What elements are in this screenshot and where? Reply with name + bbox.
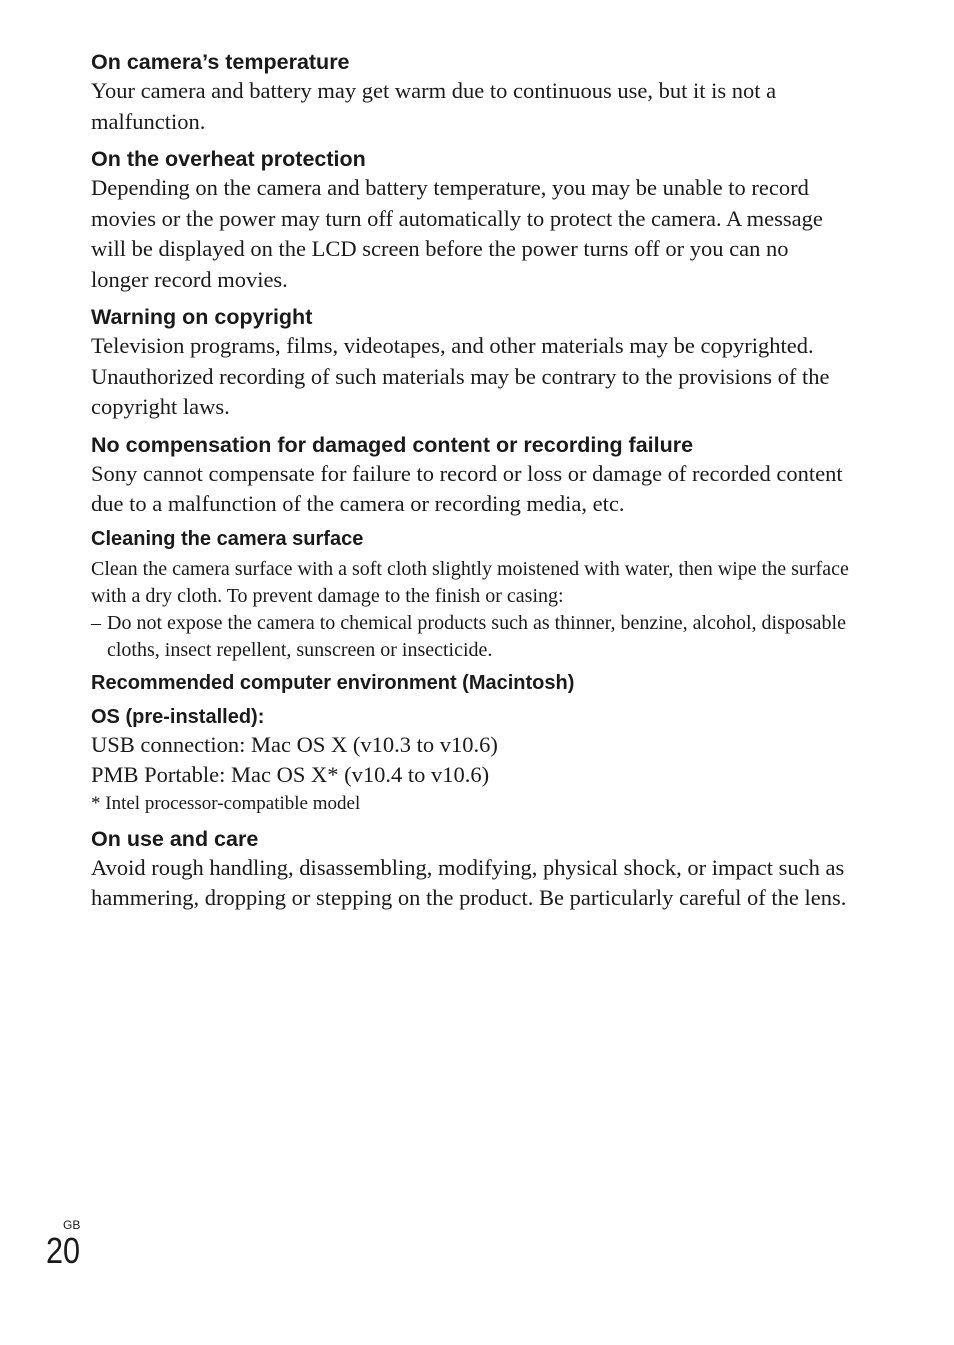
text-cleaning: Clean the camera surface with a soft cloth slightly moistened with water, then wipe the surface with a dry cloth. To prevent damage to the finish or casing: <box>91 557 849 607</box>
heading-overheat-protection: On the overheat protection <box>91 147 366 171</box>
text-usb-connection: USB connection: Mac OS X (v10.3 to v10.6) <box>91 731 498 757</box>
heading-copyright-warning: Warning on copyright <box>91 305 313 329</box>
text-camera-temperature: Your camera and battery may get warm due to continuous use, but it is not a malfunction. <box>91 78 777 134</box>
heading-no-compensation: No compensation for damaged content or recording failure <box>91 432 694 457</box>
list-item-text: Do not expose the camera to chemical products such as thinner, benzine, alcohol, disposable cloths, insect repellent, sunscreen or insecticide. <box>107 611 846 661</box>
text-overheat-protection: Depending on the camera and battery temperature, you may be unable to record movies or the power may turn off automatically to protect the camera. A message will be displayed on the LCD screen before the power turns off or you can no longer record movies. <box>91 175 823 292</box>
text-no-compensation: Sony cannot compensate for failure to record or loss or damage of recorded content due to a malfunction of the camera or recording media, etc. <box>91 460 843 516</box>
page-footer <box>46 1218 86 1270</box>
page-number: 20 <box>46 1230 81 1271</box>
footnote-intel: * Intel processor-compatible model <box>91 792 361 814</box>
dash-bullet: – <box>91 611 101 634</box>
heading-os-preinstalled: OS (pre-installed): <box>91 705 265 728</box>
list-item-cleaning-warning <box>91 610 851 664</box>
text-pmb-portable: PMB Portable: Mac OS X* (v10.4 to v10.6) <box>91 762 490 787</box>
text-copyright-warning: Television programs, films, videotapes, and other materials may be copyrighted. Unauthorized recording of such materials may be contrary to the provisions of the copyright laws. <box>91 333 830 419</box>
page-content <box>91 48 851 914</box>
heading-cleaning: Cleaning the camera surface <box>91 527 364 550</box>
region-label: GB <box>63 1218 81 1232</box>
heading-camera-temperature: On camera’s temperature <box>91 50 350 74</box>
text-use-and-care: Avoid rough handling, disassembling, modifying, physical shock, or impact such as hammering, dropping or stepping on the product. Be particularly careful of the lens. <box>91 854 847 910</box>
heading-mac-environment: Recommended computer environment (Macintosh) <box>91 671 575 694</box>
heading-use-and-care: On use and care <box>91 826 259 851</box>
